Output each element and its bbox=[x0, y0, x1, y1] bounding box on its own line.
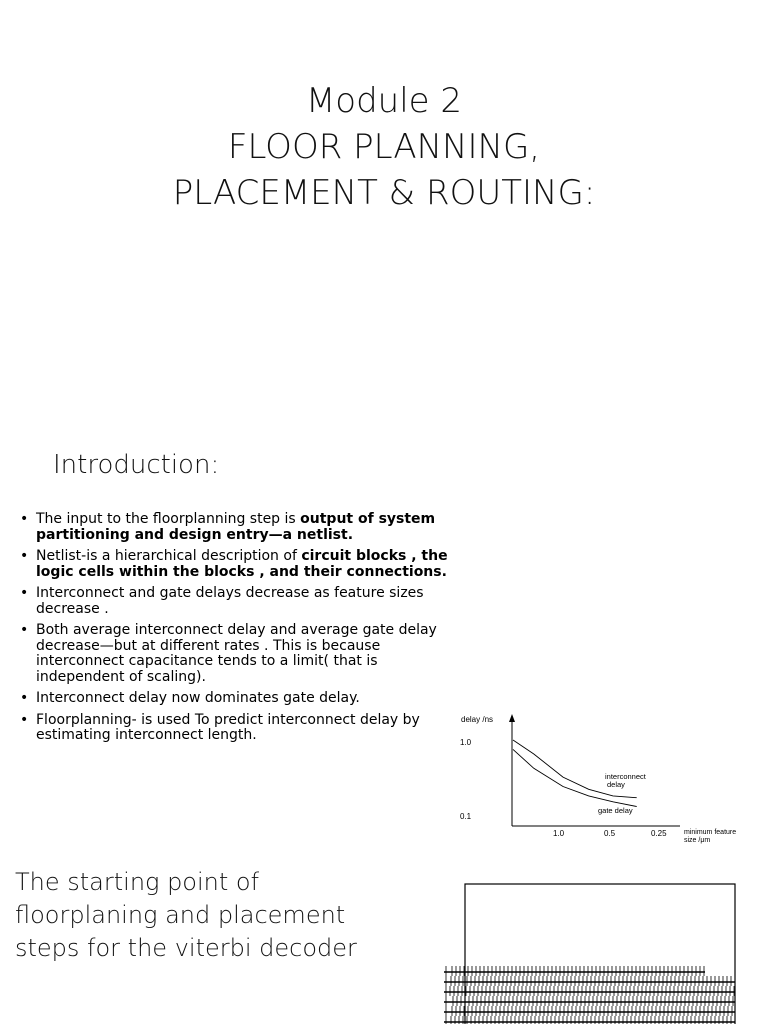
introduction-slide bbox=[0, 430, 768, 850]
title-line-1: Module 2 bbox=[305, 81, 463, 121]
chip-outline bbox=[465, 884, 735, 1024]
y-tick-label: 0.1 bbox=[460, 812, 472, 821]
title-slide bbox=[0, 0, 768, 430]
starting-point-heading bbox=[15, 866, 415, 965]
y-axis-label: delay /ns bbox=[461, 715, 494, 724]
title-line-2: FLOOR PLANNING, bbox=[227, 127, 541, 167]
heading-line: floorplaning and placement bbox=[15, 901, 346, 929]
bullet-item: • Floorplanning- is used To predict interconnect delay by estimating interconnect length. bbox=[18, 713, 448, 744]
bullet-item: • Interconnect delay now dominates gate delay. bbox=[18, 691, 448, 707]
x-axis-label: minimum feature size /μm bbox=[684, 829, 737, 844]
bullet-item: • Netlist-is a hierarchical description of circuit blocks , the logic cells within the blocks , and their connections. bbox=[18, 549, 448, 580]
bullet-item: • Interconnect and gate delays decrease as feature sizes decrease . bbox=[18, 586, 448, 617]
y-axis-arrow bbox=[509, 714, 515, 722]
series-label: interconnect bbox=[605, 772, 646, 781]
y-tick-label: 1.0 bbox=[460, 738, 472, 747]
bullet-list bbox=[18, 512, 448, 750]
x-tick-label: 0.25 bbox=[651, 829, 667, 838]
interconnect-delay-line bbox=[513, 740, 637, 798]
floorplan-diagram bbox=[440, 882, 740, 1024]
starting-point-slide bbox=[0, 850, 768, 1024]
heading-line: steps for the viterbi decoder bbox=[15, 934, 357, 962]
bullet-item: • The input to the floorplanning step is output of system partitioning and design entry—a netlist. bbox=[18, 512, 448, 543]
slide-title bbox=[0, 78, 768, 216]
series-label: delay bbox=[607, 780, 625, 789]
bullet-item: • Both average interconnect delay and average gate delay decrease—but at different rates . This is because interconnect capacitance tends to a limit( that is independent of scaling). bbox=[18, 623, 448, 685]
x-tick-label: 1.0 bbox=[553, 829, 565, 838]
delay-chart bbox=[455, 710, 765, 850]
heading-line: The starting point of bbox=[15, 868, 260, 896]
x-tick-label: 0.5 bbox=[604, 829, 616, 838]
title-line-3: PLACEMENT & ROUTING: bbox=[172, 173, 596, 213]
series-label: gate delay bbox=[598, 806, 633, 815]
introduction-heading: Introduction: bbox=[53, 450, 220, 480]
